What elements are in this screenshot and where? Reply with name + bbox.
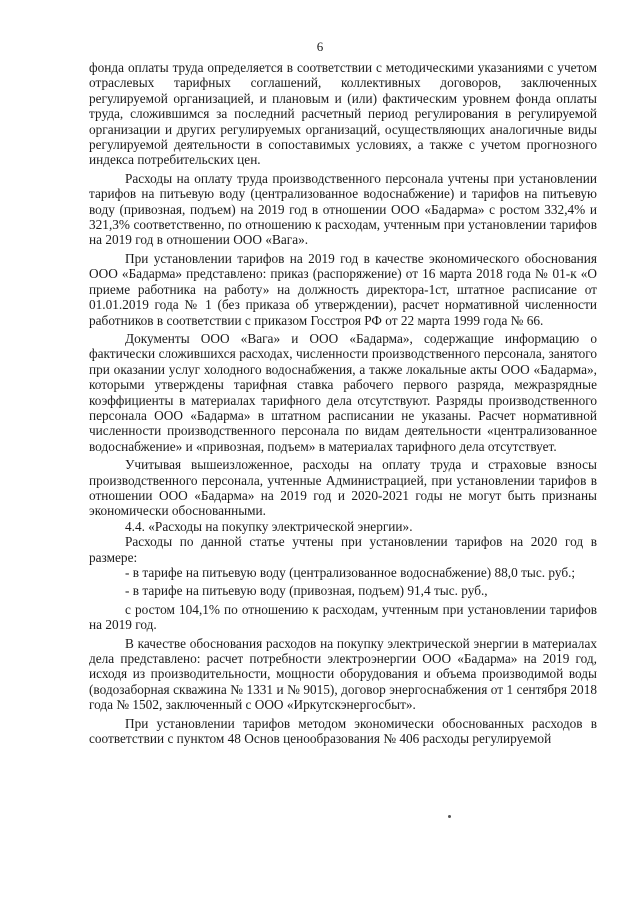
paragraph-electricity-justification: В качестве обоснования расходов на покупку электрической энергии в материалах дела представлено: расчет потребности электроэнергии ООО «Бадарма» на 2019 год, исходя из производительности, мощности оборудования и объема производимой воды (водозаборная скважина № 1331 и № 9015), договор энергоснабжения от 1 сентября 2018 года № 1502, заключенный с ООО «Иркутскэнергосбыт». (89, 635, 597, 713)
paragraph-method: При установлении тарифов методом экономически обоснованных расходов в соответствии с пунктом 48 Основ ценообразования № 406 расходы регулируемой (89, 715, 597, 747)
document-body (89, 60, 597, 746)
paragraph-justification: При установлении тарифов на 2019 год в качестве экономического обоснования ООО «Бадарма» представлено: приказ (распоряжение) от 16 марта 2018 года № 01-к «О приеме работника на работу» на должность директора-1ст, штатное расписание от 01.01.2019 года № 1 (без приказа об утверждении), расчет нормативной численности работников в соответствии с приказом Госстроя РФ от 22 марта 1999 года № 66. (89, 250, 597, 328)
paragraph-documents: Документы ООО «Вага» и ООО «Бадарма», содержащие информацию о фактически сложившихся расходах, численности производственного персонала, занятого при оказании услуг холодного водоснабжения, а также локальные акты ООО «Бадарма», которыми утверждены тарифная ставка рабочего первого разряда, межразрядные коэффициенты в материалах тарифного дела отсутствуют. Разряды производственного персонала ООО «Бадарма» в штатном расписании не указаны. Расчет нормативной численности производственного персонала по видам деятельности «централизованное водоснабжение» и «привозная, подъем» в материалах тарифного дела отсутствует. (89, 330, 597, 454)
paragraph-wage-fund: фонда оплаты труда определяется в соответствии с методическими указаниями с учетом отраслевых тарифных соглашений, коллективных договоров, заключенных регулируемой организацией, и плановым и (или) фактическим уровнем фонда оплаты труда, сложившимся за последний расчетный период регулирования в регулируемой организации и других регулируемых организаций, осуществляющих аналогичные виды регулируемой деятельности в сопоставимых условиях, а также с учетом прогнозного индекса потребительских цен. (89, 60, 597, 168)
scan-artifact-dot (448, 815, 451, 818)
page-number: 6 (316, 39, 324, 54)
paragraph-growth: с ростом 104,1% по отношению к расходам, учтенным при установлении тарифов на 2019 год. (89, 601, 597, 633)
paragraph-labor-costs: Расходы на оплату труда производственного персонала учтены при установлении тарифов на питьевую воду (централизованное водоснабжение) и тарифов на питьевую воду (привозная, подъем) на 2019 год в отношении ООО «Бадарма» с ростом 332,4% и 321,3% соответственно, по отношению к расходам, учтенным при установлении тарифов на 2019 год в отношении ООО «Вага». (89, 170, 597, 248)
paragraph-electricity-costs: Расходы по данной статье учтены при установлении тарифов на 2020 год в размере: (89, 534, 597, 565)
paragraph-conclusion: Учитывая вышеизложенное, расходы на оплату труда и страховые взносы производственного персонала, учтенные Администрацией, при установлении тарифов в отношении ООО «Бадарма» на 2019 год и 2020-2021 годы не могут быть признаны экономически обоснованными. (89, 457, 597, 519)
list-item-centralized: - в тарифе на питьевую воду (централизованное водоснабжение) 88,0 тыс. руб.; (125, 565, 576, 580)
section-heading-electricity: 4.4. «Расходы на покупку электрической энергии». (125, 518, 413, 534)
list-item-delivered: - в тарифе на питьевую воду (привозная, подъем) 91,4 тыс. руб., (125, 583, 488, 599)
